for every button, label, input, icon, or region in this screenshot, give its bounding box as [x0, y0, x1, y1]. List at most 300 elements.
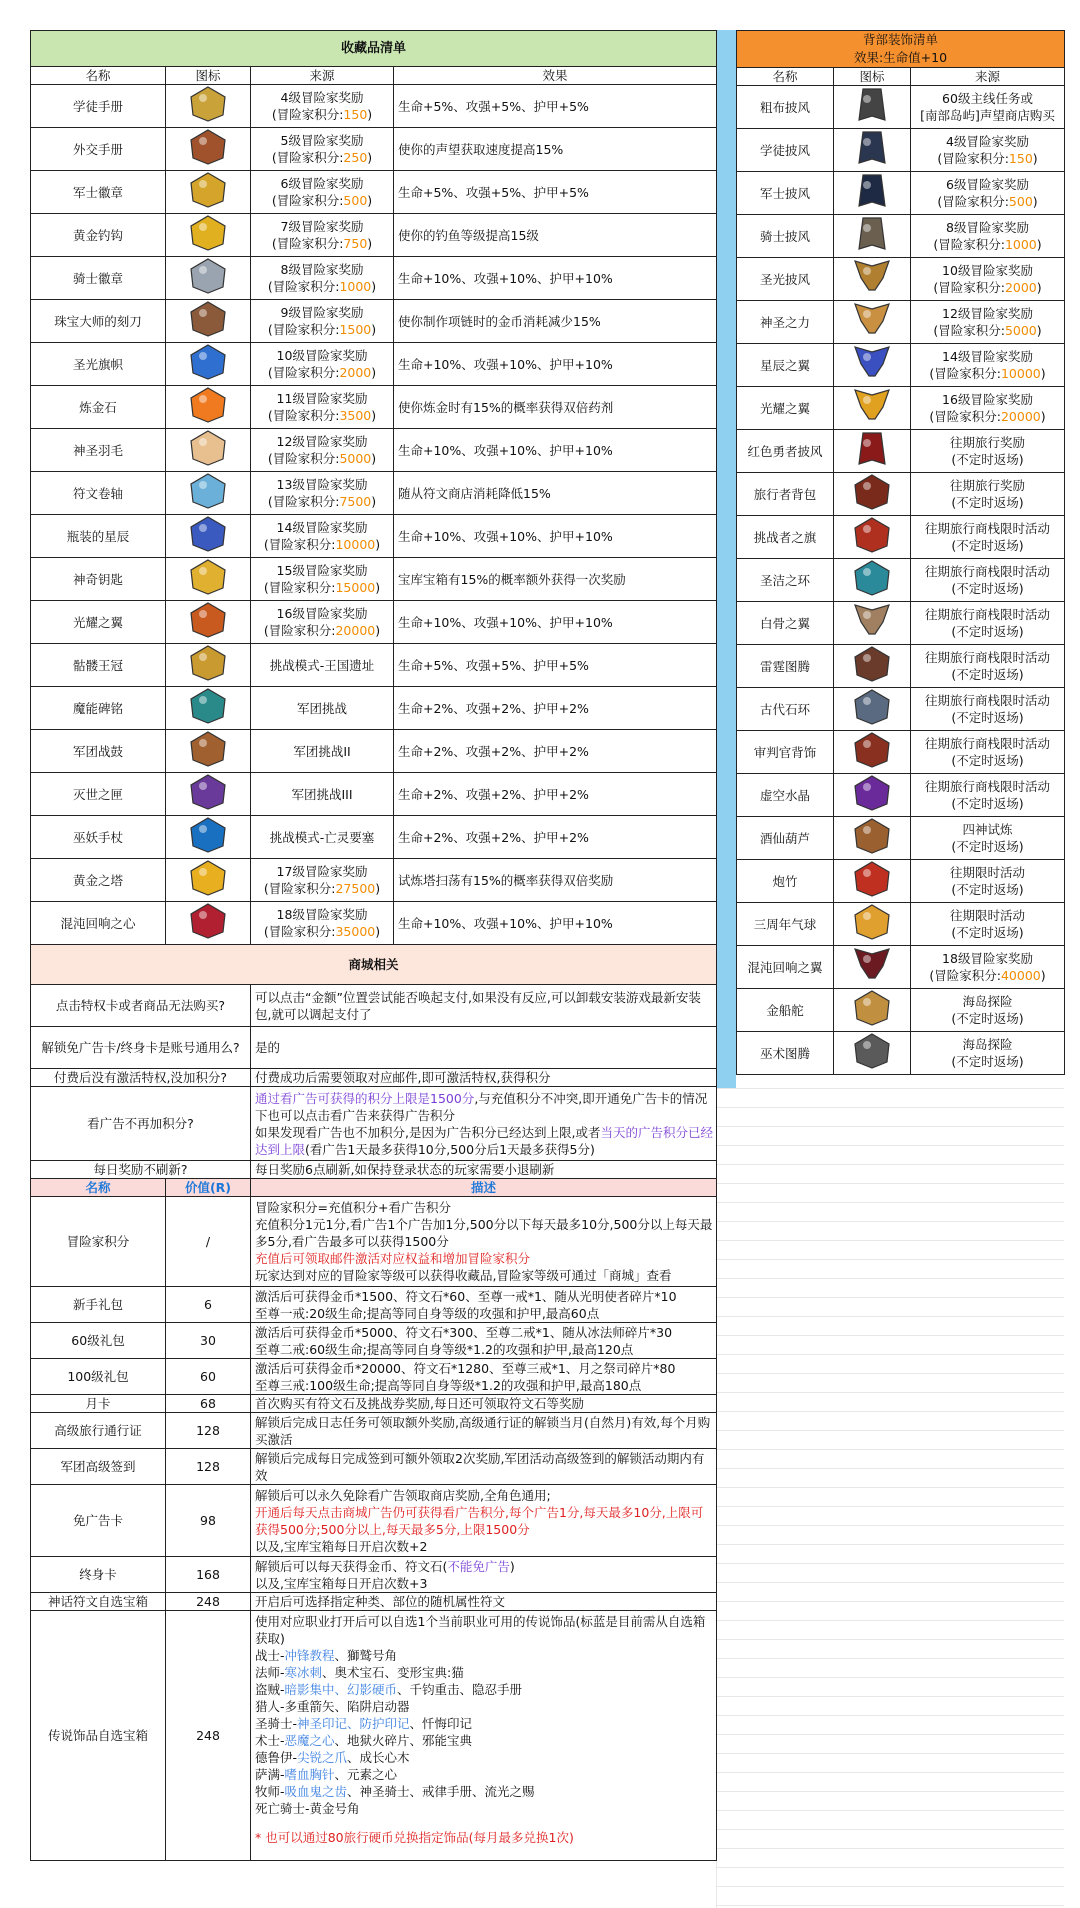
item-source: 16级冒险家奖励 (冒险家积分:20000): [251, 601, 394, 644]
firecracker-icon: [849, 860, 895, 898]
item-source: 17级冒险家奖励 (冒险家积分:27500): [251, 859, 394, 902]
value-name: 新手礼包: [31, 1287, 166, 1323]
decor-source: 海岛探险 (不定时返场): [911, 989, 1065, 1032]
item-name: 魔能碑铭: [31, 687, 166, 730]
value-price: 248: [166, 1593, 251, 1611]
decor-icon-cell: [834, 473, 911, 516]
value-description: 解锁后完成每日完成签到可额外领取2次奖励,军团活动高级签到的解锁活动期内有效: [251, 1449, 717, 1485]
decor-source: 往期旅行奖励 (不定时返场): [911, 473, 1065, 516]
wing-icon: [849, 344, 895, 382]
value-price: 60: [166, 1359, 251, 1395]
item-effect: 生命+10%、攻强+10%、护甲+10%: [394, 429, 717, 472]
value-name: 60级礼包: [31, 1323, 166, 1359]
heart-icon: [185, 902, 231, 940]
gourd-icon: [849, 817, 895, 855]
value-description: 激活后可获得金币*20000、符文石*1280、至尊三戒*1、月之祭司碎片*80 至尊三戒:100级生命;提高等同自身等级*1.2的攻强和护甲,最高180点: [251, 1359, 717, 1395]
item-icon-cell: [166, 257, 251, 300]
gear-icon: [185, 601, 231, 639]
item-effect: 生命+10%、攻强+10%、护甲+10%: [394, 257, 717, 300]
item-effect: 生命+2%、攻强+2%、护甲+2%: [394, 730, 717, 773]
value-price: 128: [166, 1449, 251, 1485]
col-header: 价值(R): [166, 1179, 251, 1197]
back-decor-title: 背部装饰清单 效果:生命值+10: [737, 31, 1065, 68]
item-source: 5级冒险家奖励 (冒险家积分:250): [251, 128, 394, 171]
item-source: 挑战模式-王国遗址: [251, 644, 394, 687]
back-decor-row: [737, 989, 1065, 1032]
collectible-row: [31, 472, 717, 515]
hook-icon: [185, 214, 231, 252]
decor-icon-cell: [834, 946, 911, 989]
back-decor-row: [737, 430, 1065, 473]
item-source: 10级冒险家奖励 (冒险家积分:2000): [251, 343, 394, 386]
back-decor-row: [737, 129, 1065, 172]
decor-source: 往期旅行商栈限时活动 (不定时返场): [911, 731, 1065, 774]
book-icon: [185, 128, 231, 166]
decor-name: 雷霆图腾: [737, 645, 834, 688]
col-header: 效果: [394, 67, 717, 85]
item-name: 符文卷轴: [31, 472, 166, 515]
decor-icon-cell: [834, 731, 911, 774]
item-effect: 生命+5%、攻强+5%、护甲+5%: [394, 171, 717, 214]
item-name: 瓶装的星辰: [31, 515, 166, 558]
back-decor-row: [737, 215, 1065, 258]
item-name: 神圣羽毛: [31, 429, 166, 472]
item-source: 6级冒险家奖励 (冒险家积分:500): [251, 171, 394, 214]
item-effect: 生命+2%、攻强+2%、护甲+2%: [394, 687, 717, 730]
col-header: 名称: [31, 1179, 166, 1197]
ring-icon: [849, 559, 895, 597]
item-icon-cell: [166, 429, 251, 472]
value-name: 终身卡: [31, 1557, 166, 1593]
faq-answer: 付费成功后需要领取对应邮件,即可激活特权,获得积分: [251, 1069, 717, 1087]
collectible-row: [31, 773, 717, 816]
staff-icon: [185, 816, 231, 854]
totem-icon: [849, 1032, 895, 1070]
bag-icon: [849, 473, 895, 511]
decor-source: 12级冒险家奖励 (冒险家积分:5000): [911, 301, 1065, 344]
class-line: 术士-恶魔之心、地狱火碎片、邪能宝典: [255, 1733, 473, 1748]
item-effect: 生命+5%、攻强+5%、护甲+5%: [394, 85, 717, 128]
decor-source: 往期旅行商栈限时活动 (不定时返场): [911, 559, 1065, 602]
faq-question: 解锁免广告卡/终身卡是账号通用么?: [31, 1027, 251, 1069]
faq-question: 点击特权卡或者商品无法购买?: [31, 985, 251, 1027]
item-name: 炼金石: [31, 386, 166, 429]
item-source: 军团挑战II: [251, 730, 394, 773]
item-name: 骑士徽章: [31, 257, 166, 300]
value-row: [31, 1359, 717, 1395]
value-row: [31, 1557, 717, 1593]
value-price: 168: [166, 1557, 251, 1593]
collectible-row: [31, 558, 717, 601]
value-row: [31, 1449, 717, 1485]
decor-source: 四神试炼 (不定时返场): [911, 817, 1065, 860]
back-decor-row: [737, 860, 1065, 903]
decor-name: 光耀之翼: [737, 387, 834, 430]
item-source: 12级冒险家奖励 (冒险家积分:5000): [251, 429, 394, 472]
item-icon-cell: [166, 128, 251, 171]
class-line: 萨满-嗜血胸针、元素之心: [255, 1767, 398, 1782]
decor-name: 审判官背饰: [737, 731, 834, 774]
value-row: [31, 1323, 717, 1359]
value-name: 冒险家积分: [31, 1197, 166, 1287]
item-effect: 生命+10%、攻强+10%、护甲+10%: [394, 902, 717, 945]
decor-source: 18级冒险家奖励 (冒险家积分:40000): [911, 946, 1065, 989]
value-row: [31, 1395, 717, 1413]
decor-source: 4级冒险家奖励 (冒险家积分:150): [911, 129, 1065, 172]
chisel-icon: [185, 300, 231, 338]
helm-icon: [849, 989, 895, 1027]
item-effect: 生命+5%、攻强+5%、护甲+5%: [394, 644, 717, 687]
value-name: 军团高级签到: [31, 1449, 166, 1485]
value-price: /: [166, 1197, 251, 1287]
item-icon-cell: [166, 601, 251, 644]
item-effect: 生命+10%、攻强+10%、护甲+10%: [394, 601, 717, 644]
faq-question: 付费后没有激活特权,没加积分?: [31, 1069, 251, 1087]
decor-name: 圣洁之环: [737, 559, 834, 602]
item-name: 珠宝大师的刻刀: [31, 300, 166, 343]
decor-source: 6级冒险家奖励 (冒险家积分:500): [911, 172, 1065, 215]
value-name: 传说饰品自选宝箱: [31, 1611, 166, 1861]
wing-icon: [849, 946, 895, 984]
decor-source: 往期旅行商栈限时活动 (不定时返场): [911, 645, 1065, 688]
decor-name: 古代石环: [737, 688, 834, 731]
collectible-row: [31, 429, 717, 472]
value-row: [31, 1287, 717, 1323]
item-effect: 试炼塔扫荡有15%的概率获得双倍奖励: [394, 859, 717, 902]
item-effect: 宝库宝箱有15%的概率额外获得一次奖励: [394, 558, 717, 601]
wing-icon: [849, 301, 895, 339]
col-header: 来源: [251, 67, 394, 85]
item-name: 黄金之塔: [31, 859, 166, 902]
item-icon-cell: [166, 171, 251, 214]
decor-name: 学徒披风: [737, 129, 834, 172]
decor-name: 军士披风: [737, 172, 834, 215]
item-icon-cell: [166, 902, 251, 945]
collectible-row: [31, 343, 717, 386]
item-name: 军士徽章: [31, 171, 166, 214]
faq-question: 看广告不再加积分?: [31, 1087, 251, 1161]
box-icon: [185, 773, 231, 811]
item-effect: 使你的声望获取速度提高15%: [394, 128, 717, 171]
back-decor-row: [737, 559, 1065, 602]
value-row: [31, 1611, 717, 1861]
decor-icon-cell: [834, 258, 911, 301]
key-icon: [185, 558, 231, 596]
decor-icon-cell: [834, 860, 911, 903]
decor-icon-cell: [834, 344, 911, 387]
item-icon-cell: [166, 859, 251, 902]
collectible-row: [31, 859, 717, 902]
back-decor-row: [737, 602, 1065, 645]
item-effect: 使你的钓鱼等级提高15级: [394, 214, 717, 257]
back-decor-row: [737, 387, 1065, 430]
decor-icon-cell: [834, 516, 911, 559]
cape-icon: [849, 430, 895, 468]
value-price: 98: [166, 1485, 251, 1557]
decor-name: 混沌回响之翼: [737, 946, 834, 989]
value-description: 解锁后可以永久免除看广告领取商店奖励,全角色通用; 开通后每天点击商城广告仍可获得看广告积分,每个广告1分,每天最多10分,上限可获得500分;500分以上,每天最多5分,上限1500分 以及,宝库宝箱每日开启次数+2: [251, 1485, 717, 1557]
mall-title: 商城相关: [31, 945, 717, 985]
decor-name: 金船舵: [737, 989, 834, 1032]
collectible-row: [31, 300, 717, 343]
item-source: 7级冒险家奖励 (冒险家积分:750): [251, 214, 394, 257]
item-icon-cell: [166, 472, 251, 515]
decor-source: 10级冒险家奖励 (冒险家积分:2000): [911, 258, 1065, 301]
class-line: 圣骑士-神圣印记、防护印记、忏悔印记: [255, 1716, 473, 1731]
collectibles-title: 收藏品清单: [31, 31, 717, 67]
value-description: 激活后可获得金币*1500、符文石*60、至尊一戒*1、随从光明使者碎片*10 至尊一戒:20级生命;提高等同自身等级的攻强和护甲,最高60点: [251, 1287, 717, 1323]
decor-icon-cell: [834, 817, 911, 860]
item-icon-cell: [166, 300, 251, 343]
collectible-row: [31, 257, 717, 300]
back-decor-row: [737, 774, 1065, 817]
class-line: 猎人-多重箭矢、陷阱启动器: [255, 1699, 410, 1714]
col-header: 图标: [834, 68, 911, 86]
item-effect: 随从符文商店消耗降低15%: [394, 472, 717, 515]
value-row: [31, 1593, 717, 1611]
value-price: 128: [166, 1413, 251, 1449]
badge-icon: [185, 257, 231, 295]
decor-name: 炮竹: [737, 860, 834, 903]
back-decor-row: [737, 946, 1065, 989]
value-name: 100级礼包: [31, 1359, 166, 1395]
item-name: 神奇钥匙: [31, 558, 166, 601]
decor-icon-cell: [834, 215, 911, 258]
decor-source: 60级主线任务或 [南部岛屿]声望商店购买: [911, 86, 1065, 129]
decor-icon-cell: [834, 301, 911, 344]
faq-answer: 可以点击“金额”位置尝试能否唤起支付,如果没有反应,可以卸载安装游戏最新安装包,就可以调起支付了: [251, 985, 717, 1027]
back-decor-row: [737, 645, 1065, 688]
item-icon-cell: [166, 816, 251, 859]
decor-icon-cell: [834, 129, 911, 172]
cape-icon: [849, 86, 895, 124]
flag-icon: [849, 516, 895, 554]
value-price: 68: [166, 1395, 251, 1413]
decor-icon-cell: [834, 903, 911, 946]
decor-name: 粗布披风: [737, 86, 834, 129]
ring-icon: [849, 731, 895, 769]
decor-icon-cell: [834, 989, 911, 1032]
value-price: 6: [166, 1287, 251, 1323]
value-row: [31, 1485, 717, 1557]
item-icon-cell: [166, 214, 251, 257]
item-source: 4级冒险家奖励 (冒险家积分:150): [251, 85, 394, 128]
back-decor-row: [737, 516, 1065, 559]
cape-icon: [849, 215, 895, 253]
class-line: 德鲁伊-尖锐之爪、成长心木: [255, 1750, 410, 1765]
value-name: 高级旅行通行证: [31, 1413, 166, 1449]
item-icon-cell: [166, 773, 251, 816]
col-header: 图标: [166, 67, 251, 85]
decor-icon-cell: [834, 430, 911, 473]
wing-icon: [849, 258, 895, 296]
item-source: 挑战模式-亡灵要塞: [251, 816, 394, 859]
decor-name: 白骨之翼: [737, 602, 834, 645]
item-name: 学徒手册: [31, 85, 166, 128]
banner-icon: [185, 343, 231, 381]
collectible-row: [31, 644, 717, 687]
value-row: [31, 1413, 717, 1449]
col-header: 来源: [911, 68, 1065, 86]
item-source: 15级冒险家奖励 (冒险家积分:15000): [251, 558, 394, 601]
item-icon-cell: [166, 343, 251, 386]
item-source: 13级冒险家奖励 (冒险家积分:7500): [251, 472, 394, 515]
decor-name: 挑战者之旗: [737, 516, 834, 559]
decor-source: 往期旅行商栈限时活动 (不定时返场): [911, 774, 1065, 817]
class-line: 战士-冲锋教程、獅鹫号角: [255, 1648, 398, 1663]
decor-icon-cell: [834, 387, 911, 430]
decor-source: 14级冒险家奖励 (冒险家积分:10000): [911, 344, 1065, 387]
item-name: 黄金钓钩: [31, 214, 166, 257]
crown-icon: [185, 644, 231, 682]
value-row: [31, 1197, 717, 1287]
item-source: 军团挑战: [251, 687, 394, 730]
decor-name: 骑士披风: [737, 215, 834, 258]
item-effect: 使你制作项链时的金币消耗减少15%: [394, 300, 717, 343]
item-name: 圣光旗帜: [31, 343, 166, 386]
collectible-row: [31, 171, 717, 214]
scroll-icon: [185, 472, 231, 510]
back-decor-row: [737, 731, 1065, 774]
item-source: 14级冒险家奖励 (冒险家积分:10000): [251, 515, 394, 558]
collectible-row: [31, 85, 717, 128]
decor-source: 往期限时活动 (不定时返场): [911, 860, 1065, 903]
collectible-row: [31, 687, 717, 730]
decor-source: 往期旅行奖励 (不定时返场): [911, 430, 1065, 473]
feather-icon: [185, 429, 231, 467]
tablet-icon: [185, 687, 231, 725]
faq-answer: 每日奖励6点刷新,如保持登录状态的玩家需要小退刷新: [251, 1161, 717, 1179]
item-name: 光耀之翼: [31, 601, 166, 644]
bottle-icon: [185, 515, 231, 553]
item-effect: 生命+2%、攻强+2%、护甲+2%: [394, 816, 717, 859]
back-decor-table: [736, 30, 1065, 1075]
decor-icon-cell: [834, 688, 911, 731]
pyramid-icon: [185, 859, 231, 897]
item-name: 军团战鼓: [31, 730, 166, 773]
col-header: 名称: [31, 67, 166, 85]
value-description: 激活后可获得金币*5000、符文石*300、至尊二戒*1、随从冰法师碎片*30 至尊二戒:60级生命;提高等同自身等级*1.2的攻强和护甲,最高120点: [251, 1323, 717, 1359]
back-decor-row: [737, 1032, 1065, 1075]
back-decor-row: [737, 258, 1065, 301]
faq-answer: 是的: [251, 1027, 717, 1069]
back-decor-row: [737, 473, 1065, 516]
empty-grid-area: [716, 1088, 1064, 1908]
collectible-row: [31, 730, 717, 773]
blue-separator: [716, 30, 736, 1088]
decor-name: 酒仙葫芦: [737, 817, 834, 860]
item-icon-cell: [166, 515, 251, 558]
collectible-row: [31, 816, 717, 859]
value-name: 月卡: [31, 1395, 166, 1413]
decor-source: 8级冒险家奖励 (冒险家积分:1000): [911, 215, 1065, 258]
item-effect: 使你炼金时有15%的概率获得双倍药剂: [394, 386, 717, 429]
collectible-row: [31, 902, 717, 945]
decor-icon-cell: [834, 645, 911, 688]
collectible-row: [31, 515, 717, 558]
item-icon-cell: [166, 730, 251, 773]
back-decor-row: [737, 86, 1065, 129]
col-header: 名称: [737, 68, 834, 86]
item-name: 灭世之匣: [31, 773, 166, 816]
cape-icon: [849, 129, 895, 167]
totem-icon: [849, 645, 895, 683]
item-source: 11级冒险家奖励 (冒险家积分:3500): [251, 386, 394, 429]
decor-source: 往期限时活动 (不定时返场): [911, 903, 1065, 946]
decor-icon-cell: [834, 602, 911, 645]
item-effect: 生命+10%、攻强+10%、护甲+10%: [394, 515, 717, 558]
item-source: 9级冒险家奖励 (冒险家积分:1500): [251, 300, 394, 343]
badge-icon: [185, 171, 231, 209]
decor-icon-cell: [834, 172, 911, 215]
item-name: 巫妖手杖: [31, 816, 166, 859]
crystal-icon: [849, 774, 895, 812]
decor-name: 圣光披风: [737, 258, 834, 301]
decor-source: 16级冒险家奖励 (冒险家积分:20000): [911, 387, 1065, 430]
decor-source: 往期旅行商栈限时活动 (不定时返场): [911, 688, 1065, 731]
value-name: 免广告卡: [31, 1485, 166, 1557]
decor-name: 红色勇者披风: [737, 430, 834, 473]
collectibles-table: [30, 30, 717, 1861]
value-description: 解锁后完成日志任务可领取额外奖励,高级通行证的解锁当月(自然月)有效,每个月购买激活: [251, 1413, 717, 1449]
decor-icon-cell: [834, 774, 911, 817]
faq-question: 每日奖励不刷新?: [31, 1161, 251, 1179]
ring-icon: [849, 688, 895, 726]
back-decor-row: [737, 688, 1065, 731]
collectible-row: [31, 386, 717, 429]
collectible-row: [31, 128, 717, 171]
book-icon: [185, 85, 231, 123]
value-name: 神话符文自选宝箱: [31, 1593, 166, 1611]
decor-source: 往期旅行商栈限时活动 (不定时返场): [911, 516, 1065, 559]
item-source: 8级冒险家奖励 (冒险家积分:1000): [251, 257, 394, 300]
value-description: 开启后可选择指定种类、部位的随机属性符文: [251, 1593, 717, 1611]
value-description: 冒险家积分=充值积分+看广告积分 充值积分1元1分,看广告1个广告加1分,500分以下每天最多10分,500分以上每天最多5分,看广告最多可以获得1500分 充值后可领取邮件激活对应权益和增加冒险家积分 玩家达到对应的冒险家等级可以获得收藏品,冒险家等级可通过「商城」查看: [251, 1197, 717, 1287]
decor-name: 旅行者背包: [737, 473, 834, 516]
class-line: 死亡骑士-黄金号角: [255, 1801, 360, 1816]
collectible-row: [31, 601, 717, 644]
back-decor-row: [737, 817, 1065, 860]
item-source: 18级冒险家奖励 (冒险家积分:35000): [251, 902, 394, 945]
item-icon-cell: [166, 85, 251, 128]
col-header: 描述: [251, 1179, 717, 1197]
faq-answer: 通过看广告可获得的积分上限是1500分,与充值积分不冲突,即开通免广告卡的情况下也可以点击看广告来获得广告积分 如果发现看广告也不加积分,是因为广告积分已经达到上限,或者当天的广告积分已经达到上限(看广告1天最多获得10分,500分后1天最多获得5分): [251, 1087, 717, 1161]
wing-icon: [849, 387, 895, 425]
class-line: 牧师-吸血鬼之齿、神圣骑士、戒律手册、流光之赐: [255, 1784, 535, 1799]
decor-source: 海岛探险 (不定时返场): [911, 1032, 1065, 1075]
item-name: 骷髅王冠: [31, 644, 166, 687]
decor-name: 神圣之力: [737, 301, 834, 344]
balloon-icon: [849, 903, 895, 941]
value-price: 30: [166, 1323, 251, 1359]
class-line: 法师-寒冰刺、奥术宝石、变形宝典:猫: [255, 1665, 464, 1680]
value-description: 使用对应职业打开后可以自选1个当前职业可用的传说饰品(标蓝是目前需从自选箱获取) 战士-冲锋教程、獅鹫号角 法师-寒冰刺、奥术宝石、变形宝典:猫 盗贼-暗影集中、幻影硬币、千钧重击、隐忍手册 猎人-多重箭矢、陷阱启动器 圣骑士-神圣印记、防护印记、忏悔印记 术士-恶魔之心、地狱火碎片、邪能宝典 德鲁伊-尖锐之爪、成长心木 萨满-嗜血胸针、元素之心 牧师-吸血鬼之齿、神圣骑士、戒律手册、流光之赐 死亡骑士-黄金号角 * 也可以通过80旅行硬币兑换指定饰品(每月最多兑换1次): [251, 1611, 717, 1861]
item-effect: 生命+2%、攻强+2%、护甲+2%: [394, 773, 717, 816]
value-price: 248: [166, 1611, 251, 1861]
decor-source: 往期旅行商栈限时活动 (不定时返场): [911, 602, 1065, 645]
decor-icon-cell: [834, 86, 911, 129]
collectible-row: [31, 214, 717, 257]
value-description: 首次购买有符文石及挑战券奖励,每日还可领取符文石等奖励: [251, 1395, 717, 1413]
item-source: 军团挑战III: [251, 773, 394, 816]
drum-icon: [185, 730, 231, 768]
back-decor-row: [737, 903, 1065, 946]
decor-name: 虚空水晶: [737, 774, 834, 817]
back-decor-row: [737, 301, 1065, 344]
decor-name: 三周年气球: [737, 903, 834, 946]
item-icon-cell: [166, 558, 251, 601]
class-line: 盗贼-暗影集中、幻影硬币、千钧重击、隐忍手册: [255, 1682, 523, 1697]
